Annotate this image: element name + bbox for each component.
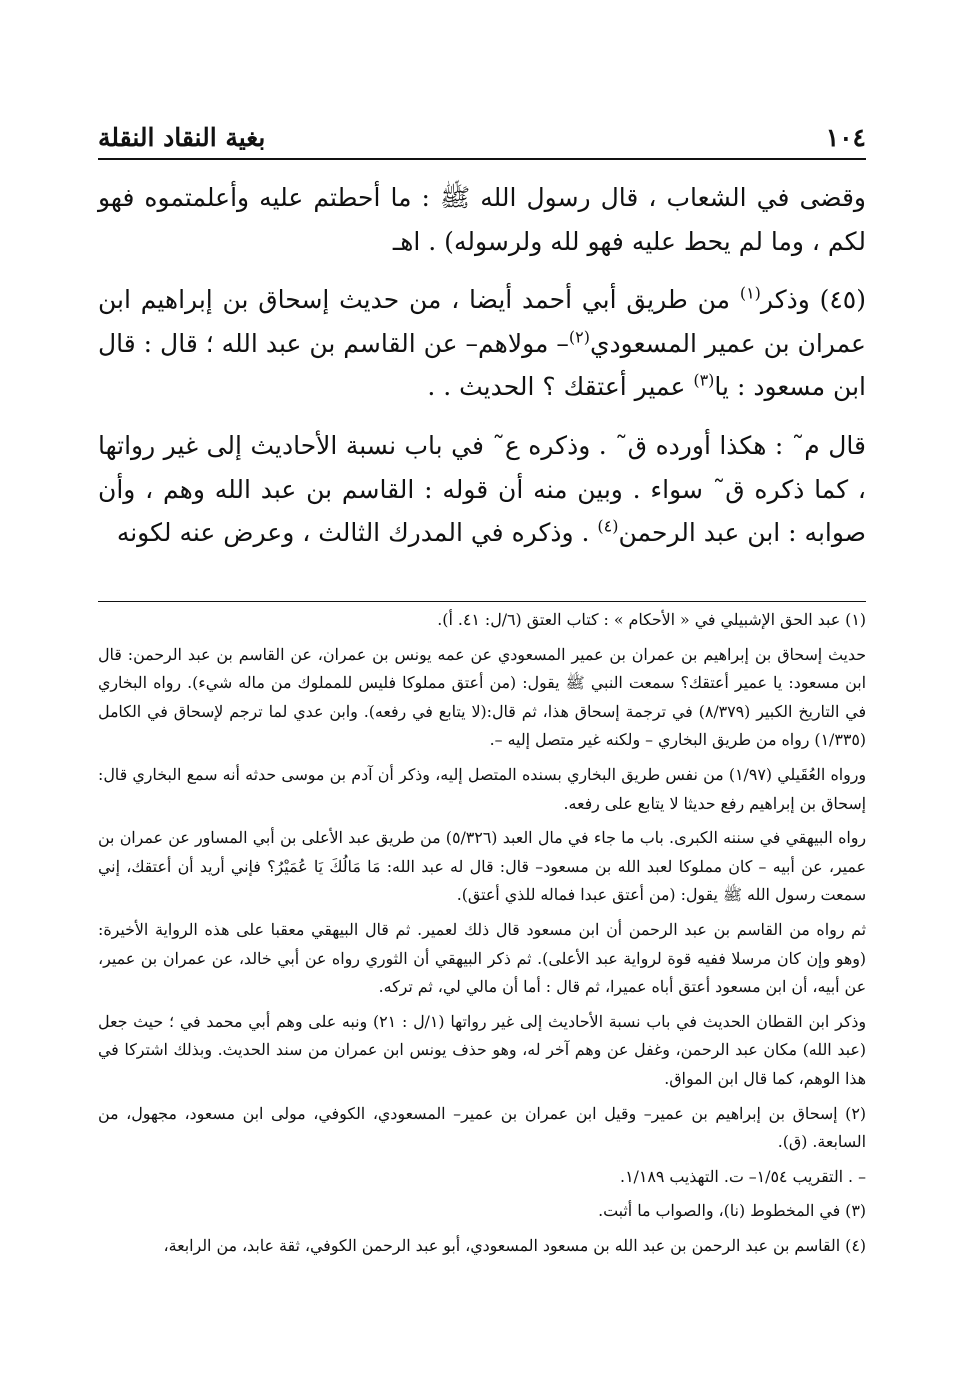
footnote-1-cont: ثم رواه من القاسم بن عبد الرحمن أن ابن مسعود قال ذلك لعمير. ثم قال البيهقي معقبا على هذه الرواية الأخيرة: (وهو وإن كان مرسلا ففيه قوة لرواية عبد الأعلى). ثم ذكر البيهقي أن الثوري رواه عن أبي خالد، عن عمران بن عمير، عن أبيه، أن ابن مسعود أعتق أباه عميرا، ثم قال : أما أن مالي لي، ثم تركه. xyxy=(98,919,866,997)
text-run: (٤٥) وذكر xyxy=(760,285,866,315)
footnote-2: (٢) إسحاق بن إبراهيم بن عمير– وقيل ابن عمران بن عمير– المسعودي، الكوفي، مولى ابن مسعود، مجهول، من السابعة. (ق). xyxy=(98,1103,866,1152)
text-run: وقضى في الشعاب ، قال رسول الله ﷺ : ما أحطتم عليه وأعلمتموه فهو لكم ، وما لم يحط عليه فهو لله ولرسوله) . اهـ xyxy=(98,183,866,256)
paragraph-3 xyxy=(98,424,866,555)
footnote-1-cont: حديث إسحاق بن إبراهيم بن عمران بن عمير المسعودي عن عمه يونس بن عمران، عن القاسم بن عبد الرحمن: قال ابن مسعود: يا عمير أعتقك؟ سمعت النبي ﷺ يقول: (من أعتق مملوكا فليس للمملوك من ماله شيء). رواه البخاري في التاريخ الكبير (٨/٣٧٩) في ترجمة إسحاق هذا، ثم قال:(لا يتابع في رفعه). وابن عدي لما ترجم لإسحاق في الكامل (١/٣٣٥) رواه من طريق البخاري – ولكنه غير متصل إليه –. xyxy=(98,644,867,750)
footnote-1-cont: ورواه العُقَيلي (١/٩٧) من نفس طريق البخاري بسنده المتصل إليه، وذكر أن آدم بن موسى حدثه أنه سمع البخاري قال: إسحاق بن إبراهيم رفع حديثا لا يتابع على رفعه. xyxy=(98,764,867,813)
text-run: . وذكره في المدرك الثالث ، وعرض عنه لكونه xyxy=(116,518,598,548)
text-run: – مولاهم– عن القاسم بن عبد الله ؛ قال : قال ابن مسعود : يا xyxy=(98,328,866,402)
footnote-4: (٤) القاسم بن عبد الرحمن بن عبد الله بن مسعود المسعودي، أبو عبد الرحمن الكوفي، ثقة عابد، من الرابعة، xyxy=(163,1235,866,1255)
footnotes xyxy=(98,606,866,1266)
header-divider xyxy=(98,158,866,160)
footnote-1: (١) عبد الحق الإشبيلي في « الأحكام » : كتاب العتق (٦/ل: ٤١. أ). xyxy=(437,610,866,629)
text-run: عمير أعتقك ؟ الحديث . . xyxy=(427,372,694,402)
footnote-1-cont: رواه البيهقي في سننه الكبرى. باب ما جاء في مال العبد (٥/٣٢٦) من طريق عبد الأعلى بن أبي المساور عن عمران بن عمير، عن أبيه – كان مملوكا لعبد الله بن مسعود– قال: قال له عبد الله: مَا مَالُكَ يَا عُمَيْرُ؟ فإني أريد أن أعتقك، إني سمعت رسول الله ﷺ يقول: (من أعتق عبدا فماله للذي أعتق). xyxy=(98,828,867,905)
page-number: ١٠٤ xyxy=(825,123,866,152)
footnote-ref: (٣) xyxy=(693,371,715,391)
main-text xyxy=(98,176,866,570)
footnote-divider xyxy=(98,601,866,602)
footnote-2-cont: – . التقريب ١/٥٤– ت. التهذيب ١/١٨٩. xyxy=(620,1166,866,1186)
running-title: بغية النقاد النقلة xyxy=(98,123,266,152)
text-run: من طريق أبي أحمد أيضا ، من حديث إسحاق بن إبراهيم ابن عمران بن عمير المسعودي xyxy=(98,285,866,358)
text-run: قال م˜ : هكذا أورده ق˜ . وذكره ع˜ في باب نسبة الأحاديث إلى غير رواتها ، كما ذكره ق˜ سواء . وبين منه أن قوله : القاسم بن عبد الله وهم ، وأن صوابه : ابن عبد الرحمن xyxy=(98,430,866,548)
paragraph-2 xyxy=(98,278,866,409)
footnote-3: (٣) في المخطوط (نا)، والصواب ما أثبت. xyxy=(598,1201,866,1221)
paragraph-1 xyxy=(98,176,866,263)
page-header xyxy=(98,108,866,152)
footnote-ref: (٤) xyxy=(597,516,619,536)
footnote-ref: (١) xyxy=(739,283,761,303)
footnote-1-cont: وذكر ابن القطان الحديث في باب نسبة الأحاديث إلى غير رواتها (١/ل : ٢١) ونبه على وهم أبي محمد في ؛ حيث جعل (عبد الله) مكان عبد الرحمن، وغفل عن وهم آخر له، وهو حذف يونس ابن عمران من سند الحديث. وبذلك اشتركا في هذا الوهم، كما قال ابن المواق. xyxy=(98,1011,867,1088)
footnote-ref: (٢) xyxy=(568,327,590,347)
